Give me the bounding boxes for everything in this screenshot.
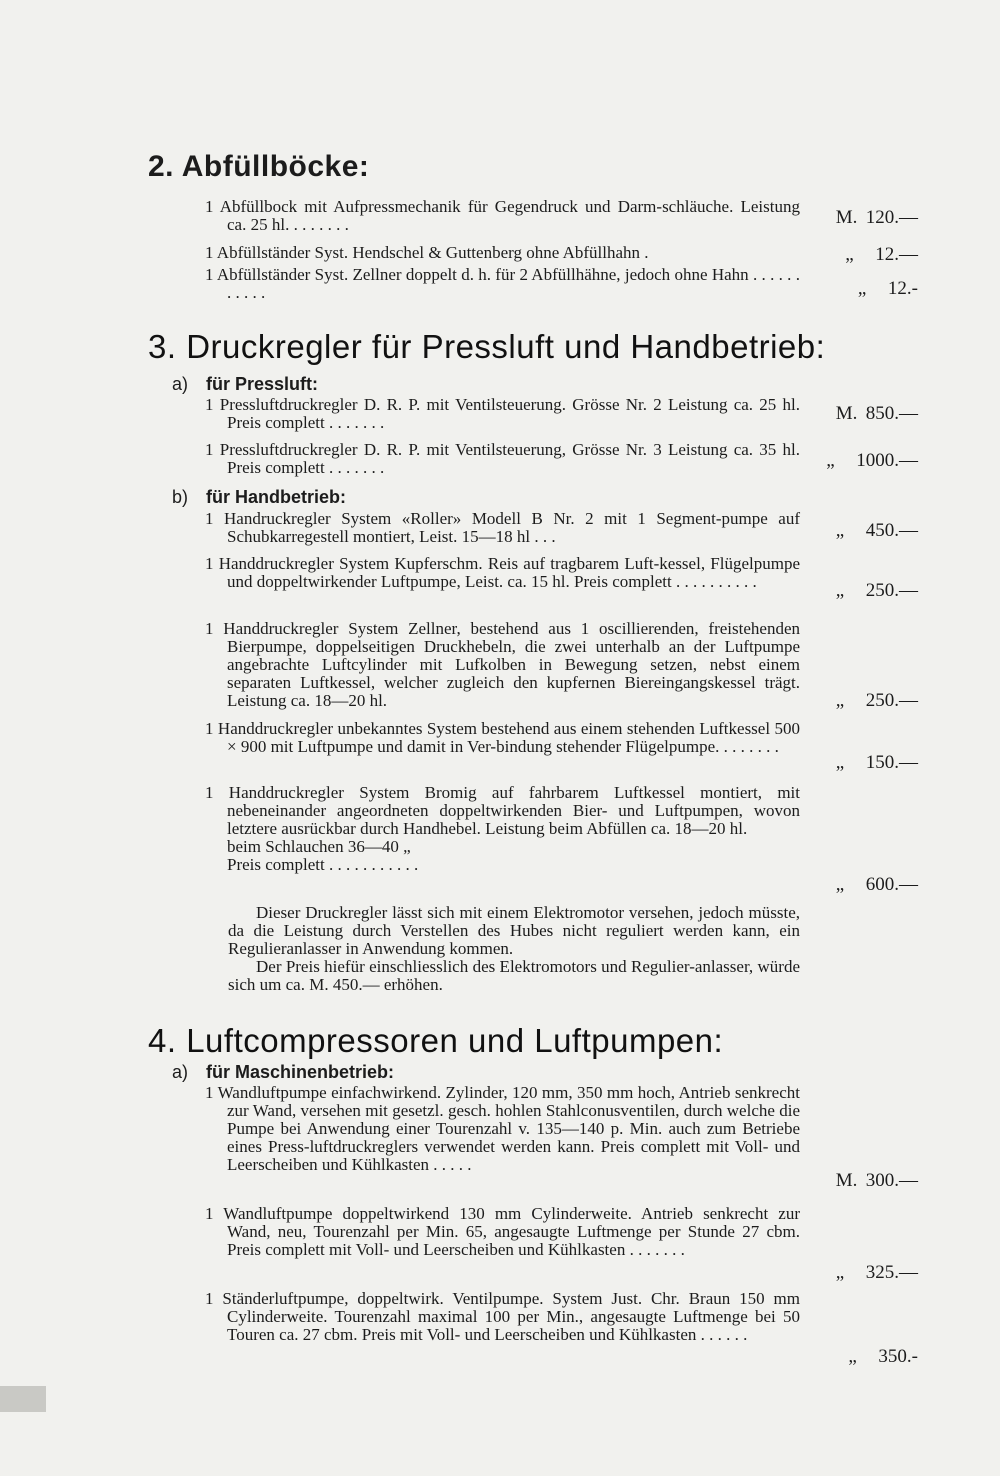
item-text: 1 Handdruckregler System Zellner, bestehend aus 1 oscillierenden, freistehenden Bierpumpe, doppelseitigen Druckhebeln, die zwei unterhalb an der Luftpumpe angebrachte Luftcylinder mit Lufkolben in Bewegung setzen, nebst einem separaten Luftkessel, welcher zugleich den kupfernen Biereingangskessel trägt. Leistung ca. 18—20 hl.	[205, 619, 800, 710]
price-value: 150.—	[865, 752, 918, 773]
price-value: 350.-	[878, 1346, 918, 1367]
item-text: 1 Ständerluftpumpe, doppeltwirk. Ventilpumpe. System Just. Chr. Braun 150 mm Cylinderweite. Tourenzahl maximal 100 per Min., angesaugte Luftmenge bei 50 Touren ca. 27 cbm. Preis mit Voll- und Leerscheiben und Kühlkasten . . . . . .	[205, 1289, 800, 1344]
subsection-label: für Handbetrieb:	[206, 487, 347, 507]
list-item	[205, 720, 800, 756]
scan-edge-shadow	[0, 1386, 46, 1412]
list-item	[205, 1205, 800, 1259]
currency-mark: M.	[835, 1170, 858, 1191]
list-item	[205, 396, 800, 432]
list-item	[205, 266, 800, 302]
section-2-heading: 2. Abfüllböcke:	[148, 150, 370, 183]
currency-mark: „	[835, 520, 845, 541]
item-text: 1 Wandluftpumpe einfachwirkend. Zylinder, 120 mm, 350 mm hoch, Antrieb senkrecht zur Wand, versehen mit gesetzl. gesch. hohlen Stahlconusventilen, durch welche die Pumpe bei Anwendung einer Tourenzahl v. 135—140 p. Min. auch zum Betriebe eines Press-luftdruckreglers verwendet werden kann. Preis complett mit Voll- und Leerscheiben und Kühlkasten . . . . .	[205, 1083, 800, 1174]
note-paragraph: Dieser Druckregler lässt sich mit einem Elektromotor versehen, jedoch müsste, da die Leistung durch Verstellen des Hubes nicht reguliert werden kann, ein Regulieranlasser in Anwendung kommen.	[228, 903, 800, 958]
item-text: 1 Wandluftpumpe doppeltwirkend 130 mm Cylinderweite. Antrieb senkrecht zur Wand, neu, Tourenzahl per Min. 65, angesaugte Luftmenge per Stunde 27 cbm. Preis complett mit Voll- und Leerscheiben und Kühlkasten . . . . . . .	[205, 1204, 800, 1259]
list-item	[205, 1084, 800, 1174]
item-price	[798, 244, 918, 266]
item-price	[798, 1346, 918, 1368]
currency-mark: „	[835, 1262, 845, 1283]
item-text: 1 Abfüllständer Syst. Zellner doppelt d. h. für 2 Abfüllhähne, jedoch ohne Hahn . . . . . . . . . . .	[205, 265, 800, 302]
item-price	[798, 278, 918, 300]
list-item	[205, 244, 800, 262]
item-text-line: Preis complett . . . . . . . . . . .	[227, 855, 419, 874]
subsection-a	[172, 374, 318, 395]
item-price	[798, 207, 918, 229]
currency-mark: M.	[835, 207, 858, 228]
price-value: 300.—	[865, 1170, 918, 1191]
subsection-letter: a)	[172, 374, 189, 394]
list-item	[205, 620, 800, 710]
item-price	[798, 1170, 918, 1192]
subsection-label: für Maschinenbetrieb:	[206, 1062, 395, 1082]
list-item	[205, 555, 800, 591]
currency-mark: „	[835, 690, 845, 711]
price-value: 250.—	[865, 580, 918, 601]
item-text: 1 Handdruckregler System Bromig auf fahrbarem Luftkessel montiert, mit nebeneinander angeordneten doppeltwirkenden Bier- und Luftpumpen, wovon letztere ausrückbar durch Handhebel. Leistung beim Abfüllen ca. 18—20 hl.	[205, 783, 800, 838]
price-value: 325.—	[865, 1262, 918, 1283]
subsection-a	[172, 1062, 394, 1083]
item-text: 1 Handdruckregler System Kupferschm. Reis auf tragbarem Luft-kessel, Flügelpumpe und doppeltwirkender Luftpumpe, Leist. ca. 15 hl. Preis complett . . . . . . . . . .	[205, 554, 800, 591]
price-value: 850.—	[865, 403, 918, 424]
item-price	[798, 690, 918, 712]
section-4-heading: 4. Luftcompressoren und Luftpumpen:	[148, 1022, 724, 1059]
item-price	[798, 752, 918, 774]
item-text: 1 Pressluftdruckregler D. R. P. mit Ventilsteuerung. Grösse Nr. 2 Leistung ca. 25 hl. Preis complett . . . . . . .	[205, 395, 800, 432]
subsection-letter: a)	[172, 1062, 189, 1082]
price-value: 120.—	[865, 207, 918, 228]
currency-mark: „	[845, 244, 854, 265]
price-value: 250.—	[865, 690, 918, 711]
item-price	[798, 580, 918, 602]
item-text: 1 Handdruckregler unbekanntes System bestehend aus einem stehenden Luftkessel 500 × 900 mit Luftpumpe und damit in Ver-bindung stehender Flügelpumpe. . . . . . . .	[205, 719, 800, 756]
item-price	[798, 450, 918, 472]
list-item	[205, 510, 800, 546]
note-paragraph: Der Preis hiefür einschliesslich des Elektromotors und Regulier-anlasser, würde sich um ca. M. 450.— erhöhen.	[228, 957, 800, 994]
currency-mark: „	[835, 580, 845, 601]
item-text-line: beim Schlauchen 36—40 „	[227, 837, 411, 856]
item-price	[798, 403, 918, 425]
currency-mark: „	[848, 1346, 857, 1367]
subsection-label: für Pressluft:	[206, 374, 319, 394]
section-3-heading: 3. Druckregler für Pressluft und Handbetrieb:	[148, 328, 826, 365]
subsection-b	[172, 487, 346, 508]
item-text: 1 Handruckregler System «Roller» Modell B Nr. 2 mit 1 Segment-pumpe auf Schubkarregestell montiert, Leist. 15—18 hl . . .	[205, 509, 800, 546]
item-price	[798, 520, 918, 542]
item-text: 1 Abfüllbock mit Aufpressmechanik für Gegendruck und Darm-schläuche. Leistung ca. 25 hl. . . . . . . .	[205, 197, 800, 234]
price-value: 12.-	[887, 278, 918, 299]
list-item	[205, 441, 800, 477]
list-item	[205, 784, 800, 874]
subsection-letter: b)	[172, 487, 189, 507]
currency-mark: „	[835, 874, 845, 895]
price-value: 1000.—	[856, 450, 918, 471]
item-price	[798, 1262, 918, 1284]
currency-mark: „	[857, 278, 867, 299]
list-item	[205, 1290, 800, 1344]
currency-mark: „	[826, 450, 835, 471]
item-text: 1 Abfüllständer Syst. Hendschel & Guttenberg ohne Abfüllhahn .	[205, 243, 649, 262]
price-value: 12.—	[875, 244, 918, 265]
price-value: 600.—	[865, 874, 918, 895]
price-value: 450.—	[865, 520, 918, 541]
currency-mark: „	[835, 752, 845, 773]
item-text: 1 Pressluftdruckregler D. R. P. mit Ventilsteuerung, Grösse Nr. 3 Leistung ca. 35 hl. Preis complett . . . . . . .	[205, 440, 800, 477]
list-item	[205, 198, 800, 234]
currency-mark: M.	[835, 403, 858, 424]
item-price	[798, 874, 918, 896]
